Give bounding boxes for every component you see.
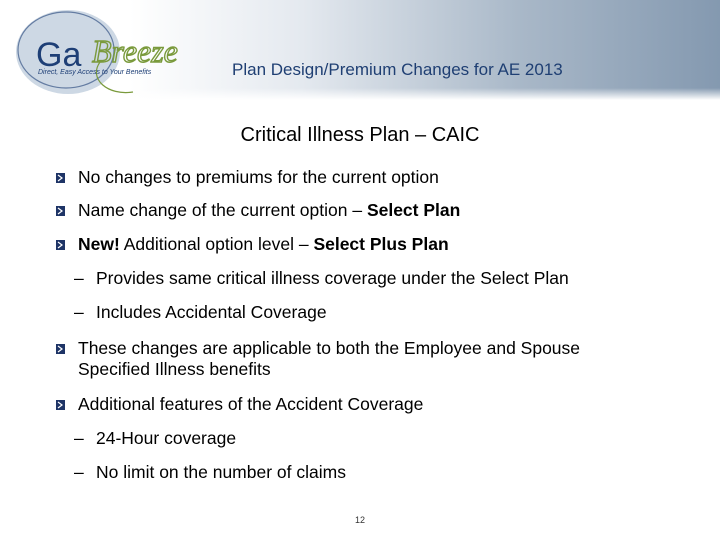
sub-bullet-text: 24-Hour coverage xyxy=(96,428,237,448)
bullet-text-line2: Specified Illness benefits xyxy=(78,359,271,379)
bullet-text-plan: Select Plus Plan xyxy=(313,234,449,254)
dash-glyph: – xyxy=(74,268,84,288)
logo-word-breeze: Breeze xyxy=(92,33,178,69)
logo-word-ga: Ga xyxy=(36,36,82,74)
bullet-text: No changes to premiums for the current option xyxy=(78,167,439,187)
dash-glyph: – xyxy=(74,302,84,322)
dash-glyph: – xyxy=(74,462,84,482)
sub-bullet-text: Includes Accidental Coverage xyxy=(96,302,327,322)
bullet-text: Additional features of the Accident Coverage xyxy=(78,394,424,414)
sub-bullet-text: No limit on the number of claims xyxy=(96,462,346,482)
bullet-text xyxy=(78,200,678,221)
bullet-text-prefix: Name change of the current option – xyxy=(78,200,367,220)
bullet-box-icon xyxy=(56,173,65,183)
gabreeze-logo xyxy=(8,4,228,104)
logo-tagline: Direct, Easy Access to Your Benefits xyxy=(38,69,152,76)
bullet-box-icon xyxy=(56,344,65,354)
bullet-text-line1: These changes are applicable to both the Employee and Spouse xyxy=(78,338,581,358)
bullet-box-icon xyxy=(56,240,65,250)
bullet-text-new: New! xyxy=(78,234,120,254)
sub-bullet-text: Provides same critical illness coverage under the Select Plan xyxy=(96,268,569,288)
bullet-box-icon xyxy=(56,400,65,410)
bullet-box-icon xyxy=(56,206,65,216)
bullet-text-middle: Additional option level – xyxy=(119,234,314,254)
header-title: Plan Design/Premium Changes for AE 2013 xyxy=(232,60,563,79)
dash-glyph: – xyxy=(74,428,84,448)
bullet-text xyxy=(78,234,678,255)
slide-title: Critical Illness Plan – CAIC xyxy=(240,124,480,146)
bullet-text-bold: Select Plan xyxy=(366,200,461,220)
page-number: 12 xyxy=(354,515,365,525)
bullet-text xyxy=(78,338,678,380)
